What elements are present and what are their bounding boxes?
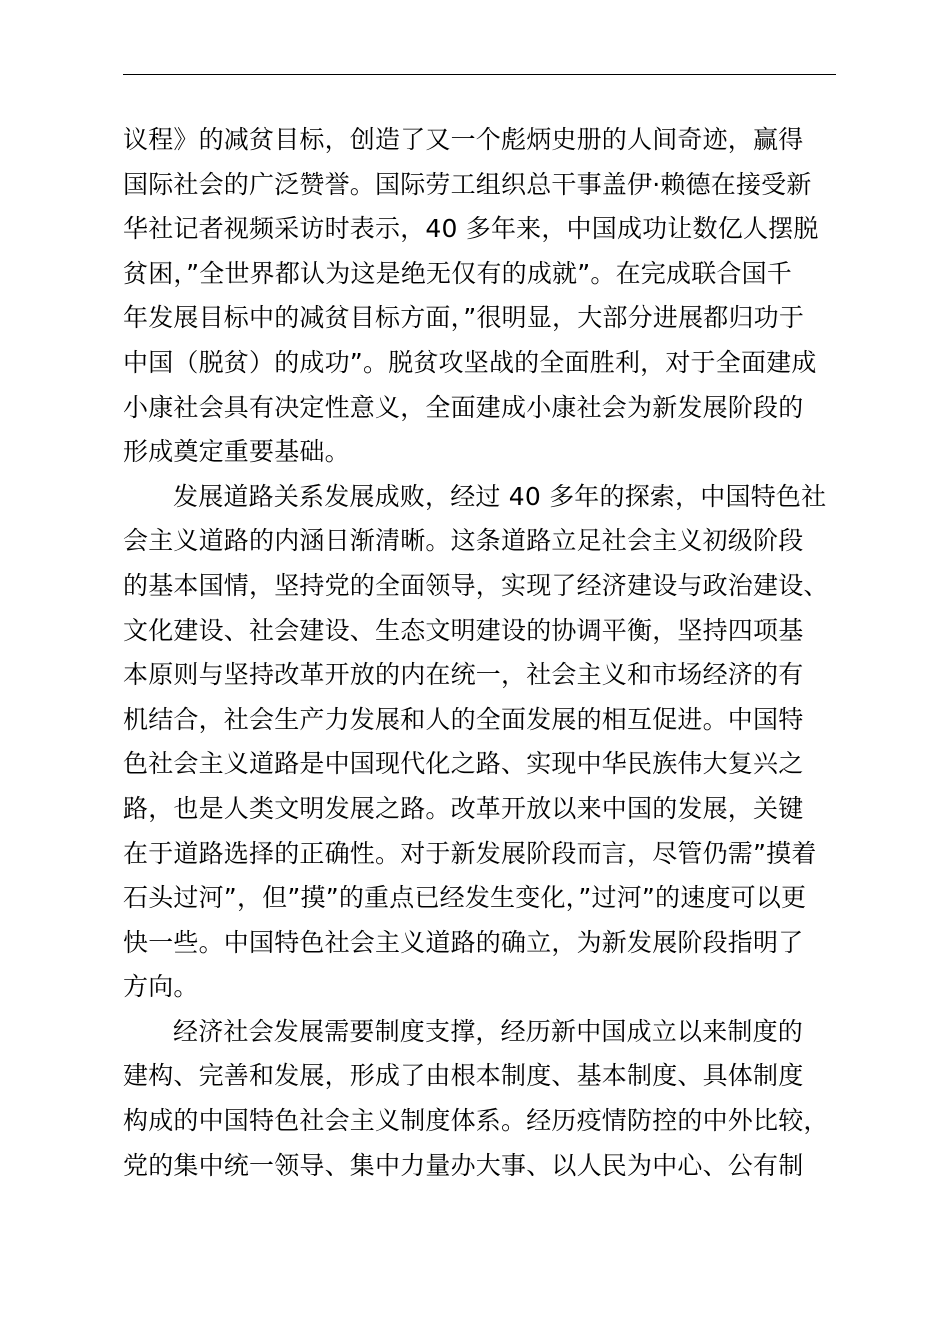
text-line: 会主义道路的内涵日渐清晰。这条道路立足社会主义初级阶段 [123, 526, 804, 556]
text-line: 快一些。中国特色社会主义道路的确立，为新发展阶段指明了 [123, 927, 804, 957]
text-line: 建构、完善和发展，形成了由根本制度、基本制度、具体制度 [123, 1061, 804, 1091]
paragraph-3 [123, 1010, 843, 1188]
text-line: 在于道路选择的正确性。对于新发展阶段而言，尽管仍需”摸着 [123, 838, 817, 868]
text-line: 贫困，”全世界都认为这是绝无仅有的成就”。在完成联合国千 [123, 258, 793, 288]
text-line: 年发展目标中的减贫目标方面，”很明显，大部分进展都归功于 [123, 303, 805, 333]
text-line: 形成奠定重要基础。 [123, 437, 350, 467]
text-line: 路，也是人类文明发展之路。改革开放以来中国的发展，关键 [123, 793, 804, 823]
text-line: 中国（脱贫）的成功”。脱贫攻坚战的全面胜利，对于全面建成 [123, 347, 817, 377]
text-line: 构成的中国特色社会主义制度体系。经历疫情防控的中外比较， [123, 1106, 829, 1136]
text-line: 机结合，社会生产力发展和人的全面发展的相互促进。中国特 [123, 704, 804, 734]
paragraph-1 [123, 118, 843, 475]
body-text [123, 118, 843, 1188]
text-line: 发展道路关系发展成败，经过 40 多年的探索，中国特色社 [173, 481, 827, 511]
text-line: 本原则与坚持改革开放的内在统一，社会主义和市场经济的有 [123, 660, 804, 690]
text-line: 色社会主义道路是中国现代化之路、实现中华民族伟大复兴之 [123, 749, 804, 779]
text-line: 党的集中统一领导、集中力量办大事、以人民为中心、公有制 [123, 1150, 804, 1180]
header-rule [123, 74, 836, 75]
text-line: 经济社会发展需要制度支撑，经历新中国成立以来制度的 [173, 1016, 804, 1046]
text-line: 华社记者视频采访时表示，40 多年来，中国成功让数亿人摆脱 [123, 214, 819, 244]
text-line: 议程》的减贫目标，创造了又一个彪炳史册的人间奇迹，赢得 [123, 125, 804, 154]
text-line: 的基本国情，坚持党的全面领导，实现了经济建设与政治建设、 [123, 570, 829, 600]
text-line: 方向。 [123, 972, 199, 1002]
text-line: 小康社会具有决定性意义，全面建成小康社会为新发展阶段的 [123, 392, 804, 422]
text-line: 国际社会的广泛赞誉。国际劳工组织总干事盖伊·赖德在接受新 [123, 169, 812, 199]
text-line: 石头过河”，但”摸”的重点已经发生变化，”过河”的速度可以更 [123, 883, 807, 913]
text-line: 文化建设、社会建设、生态文明建设的协调平衡，坚持四项基 [123, 615, 804, 645]
paragraph-2 [123, 475, 843, 1010]
